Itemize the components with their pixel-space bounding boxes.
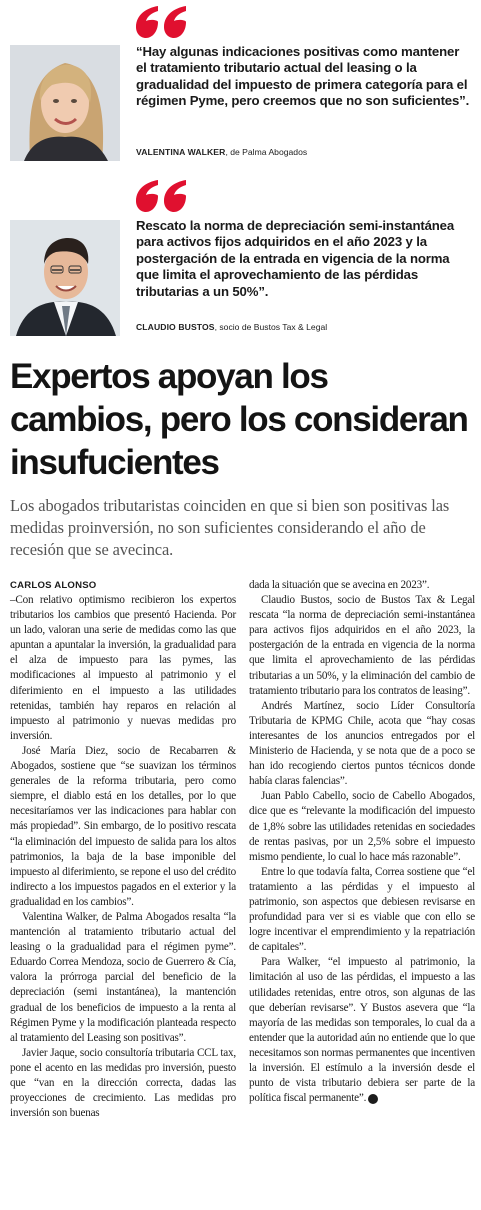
quote-mark-left [136, 6, 158, 38]
end-of-article-icon: P [368, 1094, 378, 1104]
paragraph-text: Para Walker, “el impuesto al patrimonio, la limitación al uso de las pérdidas, el impuesto a las utilidades retenidas, entre otros, son algunas de las que deberían revisarse”. Y Bustos asevera que “la mayoría de las medidas son temporales, lo cual da a entender que la autoridad aún no entiende que lo que necesitamos son normas permanentes que incentiven la inversión. El estímulo a la inversión desde el punto de vista tributario debiera ser parte de la política fiscal permanente”. [249, 956, 475, 1105]
quote-attribution [136, 147, 476, 157]
article-column-right [249, 578, 475, 1106]
paragraph: Juan Pablo Cabello, socio de Cabello Abogados, dice que es “relevante la modificación del impuesto de 1,8% sobre las utilidades retenidas en sociedades de rentas pasivas, por un 2,5% sobre el impuesto mismo pendiente, lo cual lo hace más razonable”. [249, 790, 475, 863]
quotation-marks-icon [136, 6, 188, 40]
quote-text: Rescato la norma de depreciación semi-instantánea para activos fijos adquiridos en el año 2023 y la postergación de la entrada en vigencia de la norma que limita el aprovechamiento de las pérdidas tributarias a un 50%”. [136, 218, 455, 299]
quote-author: CLAUDIO BUSTOS [136, 322, 215, 332]
quote-attribution [136, 322, 476, 332]
quote-author: VALENTINA WALKER [136, 147, 226, 157]
quote-affiliation: , socio de Bustos Tax & Legal [214, 322, 328, 332]
paragraph: Javier Jaque, socio consultoría tributaria CCL tax, pone el acento en las medidas pro inversión, puesto que “van en la dirección correcta, dadas las proyecciones de crecimiento. Las medidas pro inversión son buenas [10, 1046, 236, 1120]
quote-mark-left [136, 180, 158, 212]
quote-text: “Hay algunas indicaciones positivas como mantener el tratamiento tributario actual del leasing o la gradualidad del impuesto de primera categoría para el régimen Pyme, pero creemos que no son suficientes”. [136, 44, 470, 109]
quote-mark-right [164, 6, 186, 38]
quote-mark-right [164, 180, 186, 212]
quote-affiliation: , de Palma Abogados [225, 147, 308, 157]
paragraph: Entre lo que todavía falta, Correa sostiene que “el tratamiento a las pérdidas y el impuesto al patrimonio, son aspectos que debiesen revisarse en profundidad para ver si es viable que con ello se logre incentivar el emprendimiento y la repatriación de capitales”. [249, 865, 475, 954]
article-deck: Los abogados tributaristas coinciden en que si bien son positivas las medidas proinversión, no son suficientes considerando el año de recesión que se avecinca. [10, 496, 450, 559]
paragraph: dada la situación que se avecina en 2023”. [249, 579, 430, 591]
paragraph: Claudio Bustos, socio de Bustos Tax & Legal rescata “la norma de depreciación semi-instantánea para activos fijos adquiridos en el año 2023, la postergación de la entrada en vigencia de la norma que limita el aprovechamiento de las pérdidas tributarias a un 50%, y la eliminación del cambio de tratamiento tributario para los contratos de leasing”. [249, 594, 475, 697]
paragraph: –Con relativo optimismo recibieron los expertos tributarios los cambios que presentó Hacienda. Por un lado, valoran una serie de medidas como las que apuntan a apuntalar la inversión, la gradualidad para el alza de impuesto para las pymes, las modificaciones al impuesto al patrimonio y el diferimiento en el impuesto a las utilidades retenidas, también hay reparos en relación al impuesto al patrimonio y nuevas medidas pro inversión. [10, 594, 236, 742]
bustos-photo [10, 220, 120, 336]
paragraph: Valentina Walker, de Palma Abogados resalta “la mantención al tratamiento tributario actual del leasing o la gradualidad para el régimen pyme”. Eduardo Correa Mendoza, socio de Guerrero & Cía, valora la prórroga parcial del beneficio de la depreciación (semi instantánea), la mantención gradual de los beneficios de impuesto a la renta al Régimen Pyme y la modificación planteada respecto al tratamiento del Leasing son positivas”. [10, 910, 236, 1044]
quotation-marks-icon [136, 180, 188, 214]
paragraph: Andrés Martínez, socio Líder Consultoría Tributaria de KPMG Chile, acota que “hay cosas interesantes de los anuncios entregados por el Ministerio de Hacienda, y se nota que de a poco se han ido recogiendo ciertos puntos técnicos donde había claras falencias”. [249, 699, 475, 788]
paragraph-final [249, 955, 475, 1106]
walker-photo [10, 45, 120, 161]
article-headline: Expertos apoyan los cambios, pero los consideran insufucientes [10, 357, 468, 482]
paragraph: José María Diez, socio de Recabarren & Abogados, sostiene que “se suavizan los términos generales de la reforma tributaria, pero como siempre, el diablo está en los detalles, por lo que necesitaríamos ver las indicaciones para hablar con más propiedad”. Sin embargo, de lo positivo rescata “la eliminación del impuesto de salida para los altos patrimonios, la baja de la base imponible del impuesto al diferimiento, se repone el uso del crédito indirecto a los impuestos pagados en el exterior y la gradualidad en los cambios”. [10, 744, 236, 908]
article-column-left [10, 578, 236, 1121]
article-byline: CARLOS ALONSO [10, 580, 97, 591]
